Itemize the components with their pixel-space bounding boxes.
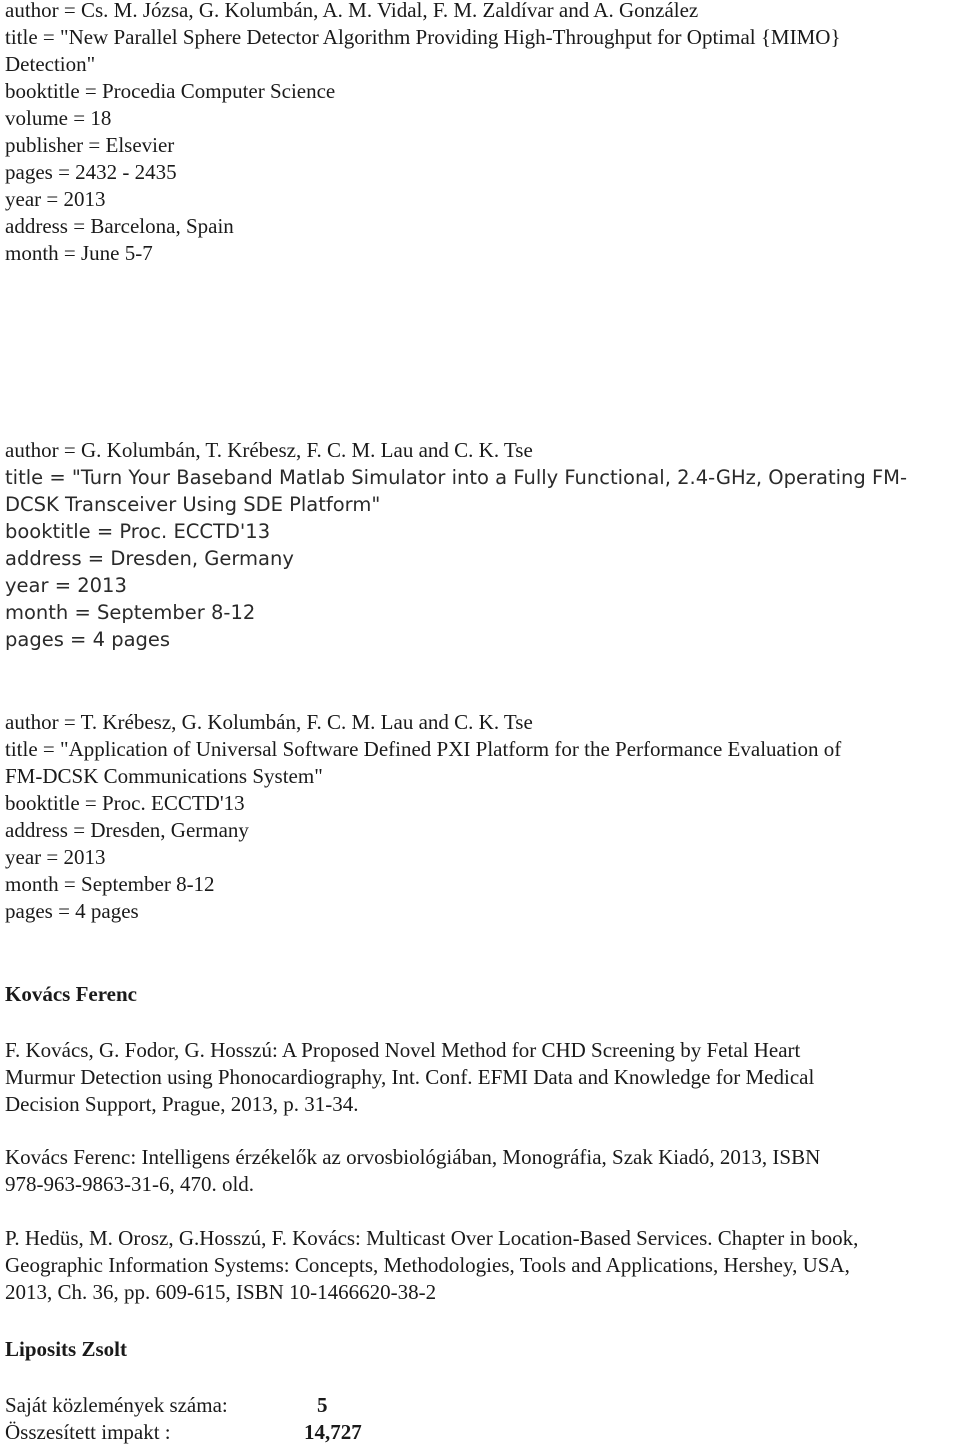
entry3-title-cont: FM-DCSK Communications System" (5, 764, 323, 788)
stat-value: 14,727 (304, 1420, 362, 1444)
stat-label: Összesített impakt : (5, 1420, 171, 1444)
entry1-author: author = Cs. M. Józsa, G. Kolumbán, A. M. Vidal, F. M. Zaldívar and A. González (5, 0, 699, 22)
reference-line: Murmur Detection using Phonocardiography, Int. Conf. EFMI Data and Knowledge for Medical (5, 1065, 815, 1089)
entry1-publisher: publisher = Elsevier (5, 133, 175, 157)
entry2-address: address = Dresden, Germany (5, 547, 294, 570)
entry2-booktitle: booktitle = Proc. ECCTD'13 (5, 520, 271, 543)
entry3-author: author = T. Krébesz, G. Kolumbán, F. C. M. Lau and C. K. Tse (5, 710, 533, 734)
entry1-month: month = June 5-7 (5, 241, 153, 265)
entry1-title-cont: Detection" (5, 52, 96, 76)
entry1-address: address = Barcelona, Spain (5, 214, 234, 238)
stat-row-impact (5, 1419, 362, 1446)
entry1-booktitle: booktitle = Procedia Computer Science (5, 79, 336, 103)
section-heading: Kovács Ferenc (5, 982, 137, 1006)
entry3-address: address = Dresden, Germany (5, 818, 249, 842)
entry3-pages: pages = 4 pages (5, 899, 139, 923)
reference-line: Decision Support, Prague, 2013, p. 31-34. (5, 1092, 359, 1116)
stat-value: 5 (317, 1393, 328, 1417)
entry3-month: month = September 8-12 (5, 872, 215, 896)
reference-line: Kovács Ferenc: Intelligens érzékelők az orvosbiológiában, Monográfia, Szak Kiadó, 2013, ISBN (5, 1145, 821, 1169)
entry3-year: year = 2013 (5, 845, 106, 869)
entry2-title: title = "Turn Your Baseband Matlab Simulator into a Fully Functional, 2.4-GHz, Operating FM- (5, 466, 908, 489)
entry1-pages: pages = 2432 - 2435 (5, 160, 177, 184)
stat-label: Saját közlemények száma: (5, 1393, 228, 1417)
reference-line: 978-963-9863-31-6, 470. old. (5, 1172, 255, 1196)
entry2-author: author = G. Kolumbán, T. Krébesz, F. C. M. Lau and C. K. Tse (5, 438, 533, 462)
reference-line: Geographic Information Systems: Concepts, Methodologies, Tools and Applications, Hershey, USA, (5, 1253, 850, 1277)
entry2-title-cont: DCSK Transceiver Using SDE Platform" (5, 493, 381, 516)
entry2-year: year = 2013 (5, 574, 127, 597)
entry2-pages: pages = 4 pages (5, 628, 171, 651)
entry1-volume: volume = 18 (5, 106, 112, 130)
entry3-booktitle: booktitle = Proc. ECCTD'13 (5, 791, 245, 815)
reference-line: 2013, Ch. 36, pp. 609-615, ISBN 10-1466620-38-2 (5, 1280, 437, 1304)
reference-line: F. Kovács, G. Fodor, G. Hosszú: A Proposed Novel Method for CHD Screening by Fetal Heart (5, 1038, 801, 1062)
entry3-title: title = "Application of Universal Software Defined PXI Platform for the Performance Evaluation of (5, 737, 842, 761)
stat-row-publications (5, 1392, 328, 1419)
reference-line: P. Hedüs, M. Orosz, G.Hosszú, F. Kovács: Multicast Over Location-Based Services. Chapter in book, (5, 1226, 859, 1250)
section-heading: Liposits Zsolt (5, 1337, 127, 1361)
entry1-title: title = "New Parallel Sphere Detector Algorithm Providing High-Throughput for Optimal {MIMO} (5, 25, 841, 49)
entry2-month: month = September 8-12 (5, 601, 256, 624)
entry1-year: year = 2013 (5, 187, 106, 211)
